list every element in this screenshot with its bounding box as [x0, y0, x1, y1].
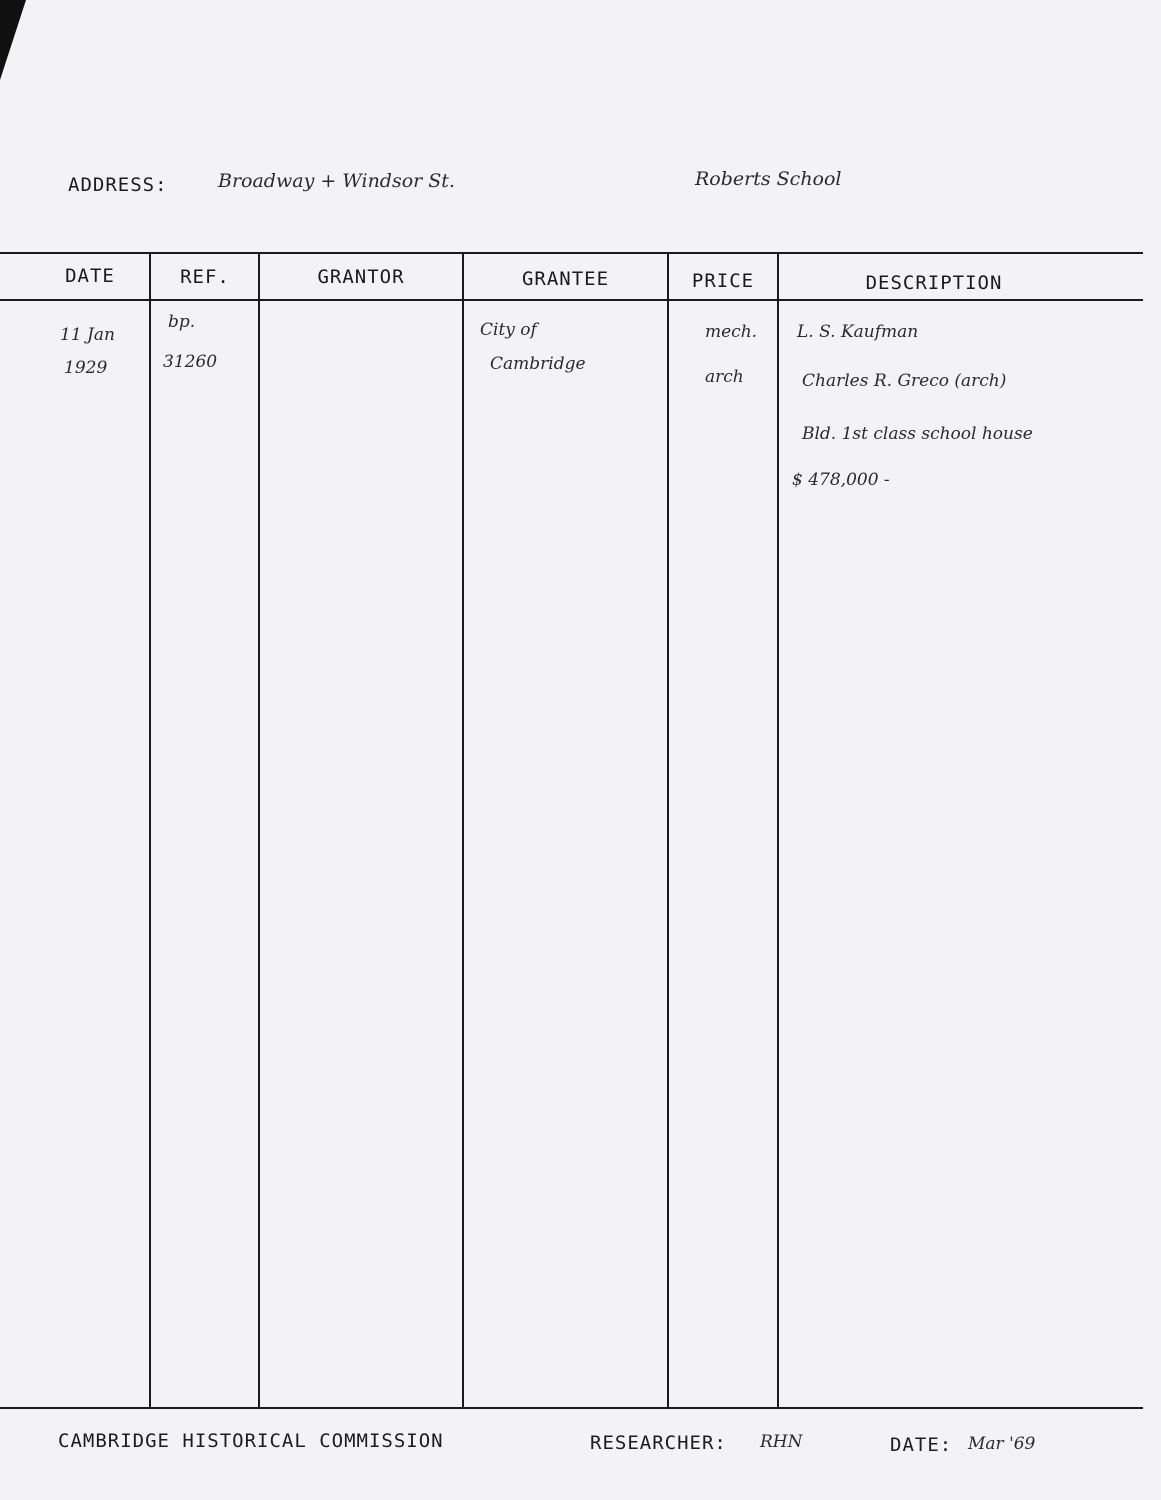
entry-grantee-line-2: Cambridge	[490, 354, 586, 374]
address-label: ADDRESS:	[68, 174, 168, 196]
entry-date-line-1: 11 Jan	[60, 325, 115, 345]
researcher-value: RHN	[760, 1432, 803, 1452]
column-divider-1	[149, 254, 151, 1407]
entry-price-line-2: arch	[705, 367, 744, 387]
entry-description-line-4: $ 478,000 -	[792, 470, 890, 490]
folded-corner	[0, 0, 26, 80]
entry-description-line-2: Charles R. Greco (arch)	[802, 371, 1007, 391]
entry-ref-line-2: 31260	[163, 352, 218, 372]
table-top-rule	[0, 252, 1143, 254]
researcher-label: RESEARCHER:	[590, 1432, 727, 1454]
entry-date-line-2: 1929	[64, 358, 108, 378]
column-divider-5	[777, 254, 779, 1407]
entry-price-line-1: mech.	[705, 322, 758, 342]
address-value: Broadway + Windsor St.	[218, 170, 455, 192]
column-divider-3	[462, 254, 464, 1407]
column-header-ref: REF.	[180, 266, 230, 288]
entry-description-line-1: L. S. Kaufman	[797, 322, 919, 342]
column-header-grantee: GRANTEE	[521, 268, 610, 290]
building-name: Roberts School	[695, 168, 842, 190]
entry-description-line-3: Bld. 1st class school house	[802, 424, 1033, 444]
footer-organization: CAMBRIDGE HISTORICAL COMMISSION	[58, 1430, 444, 1452]
date-label: DATE:	[890, 1434, 953, 1456]
header-bottom-rule	[0, 299, 1143, 301]
entry-ref-line-1: bp.	[168, 312, 196, 332]
entry-grantee-line-1: City of	[480, 320, 537, 340]
column-header-description: DESCRIPTION	[865, 272, 1003, 294]
column-divider-2	[258, 254, 260, 1407]
table-bottom-rule	[0, 1407, 1143, 1409]
column-header-grantor: GRANTOR	[317, 266, 405, 288]
date-value: Mar '69	[968, 1434, 1036, 1454]
column-header-date: DATE	[65, 265, 115, 287]
column-divider-4	[667, 254, 669, 1407]
column-header-price: PRICE	[691, 270, 755, 292]
